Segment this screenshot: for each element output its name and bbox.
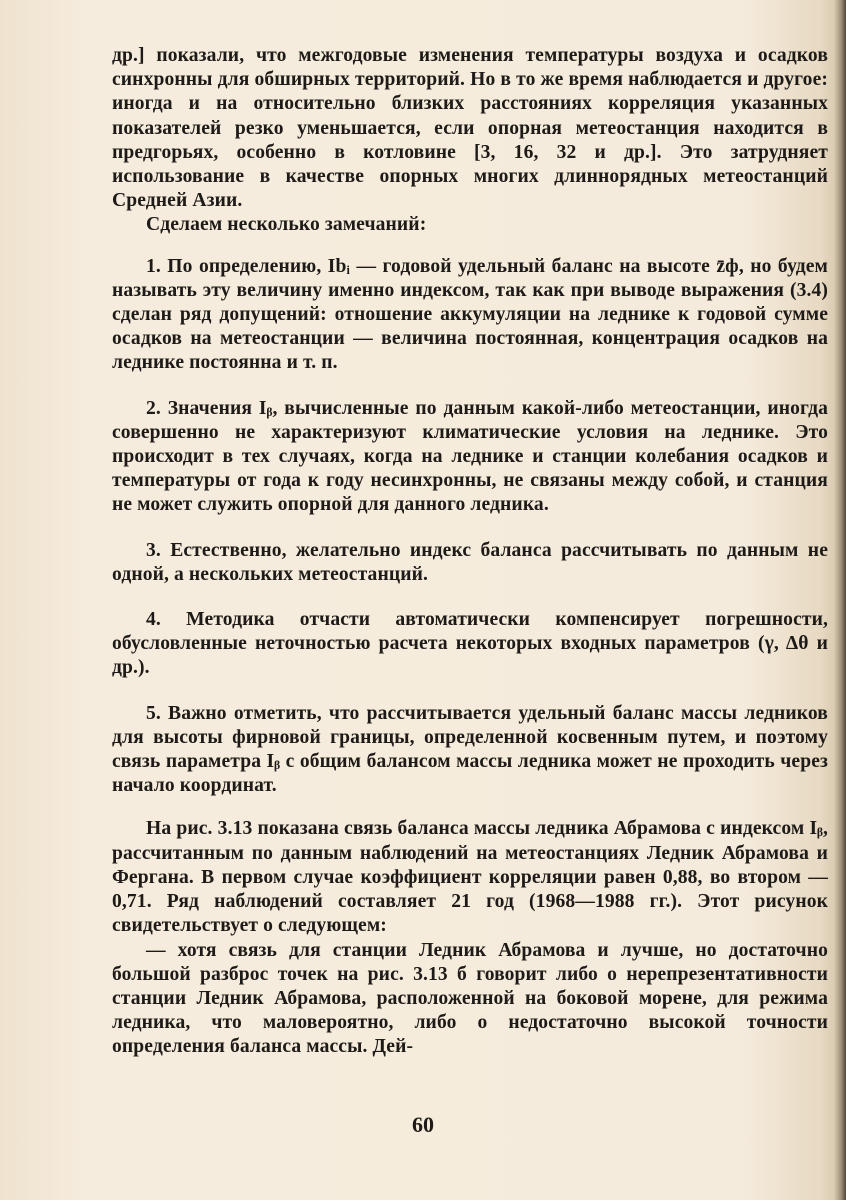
- paragraph-remark-4: 4. Методика отчасти автоматически компенсирует погрешности, обусловленные неточностью расчета некоторых входных параметров (γ, Δθ и др.).: [112, 609, 828, 679]
- paragraph-remark-1: 1. По определению, Ibᵢ — годовой удельный баланс на высоте z̄ф, но будем называть эту величину именно индексом, так как при выводе выражения (3.4) сделан ряд допущений: отношение аккумуляции на леднике к годовой сумме осадков на метеостанции — величина постоянная, концентрация осадков на леднике постоянна и т. п.: [112, 255, 828, 374]
- paragraph-remarks-lead: Сделаем несколько замечаний:: [146, 214, 427, 236]
- book-spine-shadow: [834, 0, 846, 1200]
- page-number: 60: [412, 1112, 434, 1137]
- paragraph-remark-3: 3. Естественно, желательно индекс баланса рассчитывать по данным не одной, а нескольких метеостанций.: [112, 539, 828, 585]
- paragraph-remark-2: 2. Значения Iᵦ, вычисленные по данным какой-либо метеостанции, иногда совершенно не характеризуют климатические условия на леднике. Это происходит в тех случаях, когда на леднике и станции колебания осадков и температуры от года к году несинхронны, не связаны между собой, и станция не может служить опорной для данного ледника.: [112, 397, 828, 516]
- paragraph-figure-discussion: На рис. 3.13 показана связь баланса массы ледника Абрамова с индексом Iᵦ, рассчитанным по данным наблюдений на метеостанциях Ледник Абрамова и Фергана. В первом случае коэффициент корреляции равен 0,88, во втором — 0,71. Ряд наблюдений составляет 21 год (1968—1988 гг.). Этот рисунок свидетельствует о следующем:: [112, 818, 828, 937]
- paragraph-intro: др.] показали, что межгодовые изменения температуры воздуха и осадков синхронны для обширных территорий. Но в то же время наблюдается и другое: иногда и на относительно близких расстояниях корреляция указанных показателей резко уменьшается, если опорная метеостанция находится в предгорьях, особенно в котловине [3, 16, 32 и др.]. Это затрудняет использование в качестве опорных многих длиннорядных метеостанций Средней Азии.: [112, 45, 828, 212]
- body-text: [112, 44, 828, 1060]
- paragraph-remark-5: 5. Важно отметить, что рассчитывается удельный баланс массы ледников для высоты фирновой границы, определенной косвенным путем, и поэтому связь параметра Iᵦ с общим балансом массы ледника может не проходить через начало координат.: [112, 702, 828, 797]
- paragraph-conclusion: — хотя связь для станции Ледник Абрамова и лучше, но достаточно большой разброс точек на рис. 3.13 б говорит либо о нерепрезентативности станции Ледник Абрамова, расположенной на боковой морене, для режима ледника, что маловероятно, либо о недостаточно высокой точности определения баланса массы. Дей-: [112, 939, 828, 1058]
